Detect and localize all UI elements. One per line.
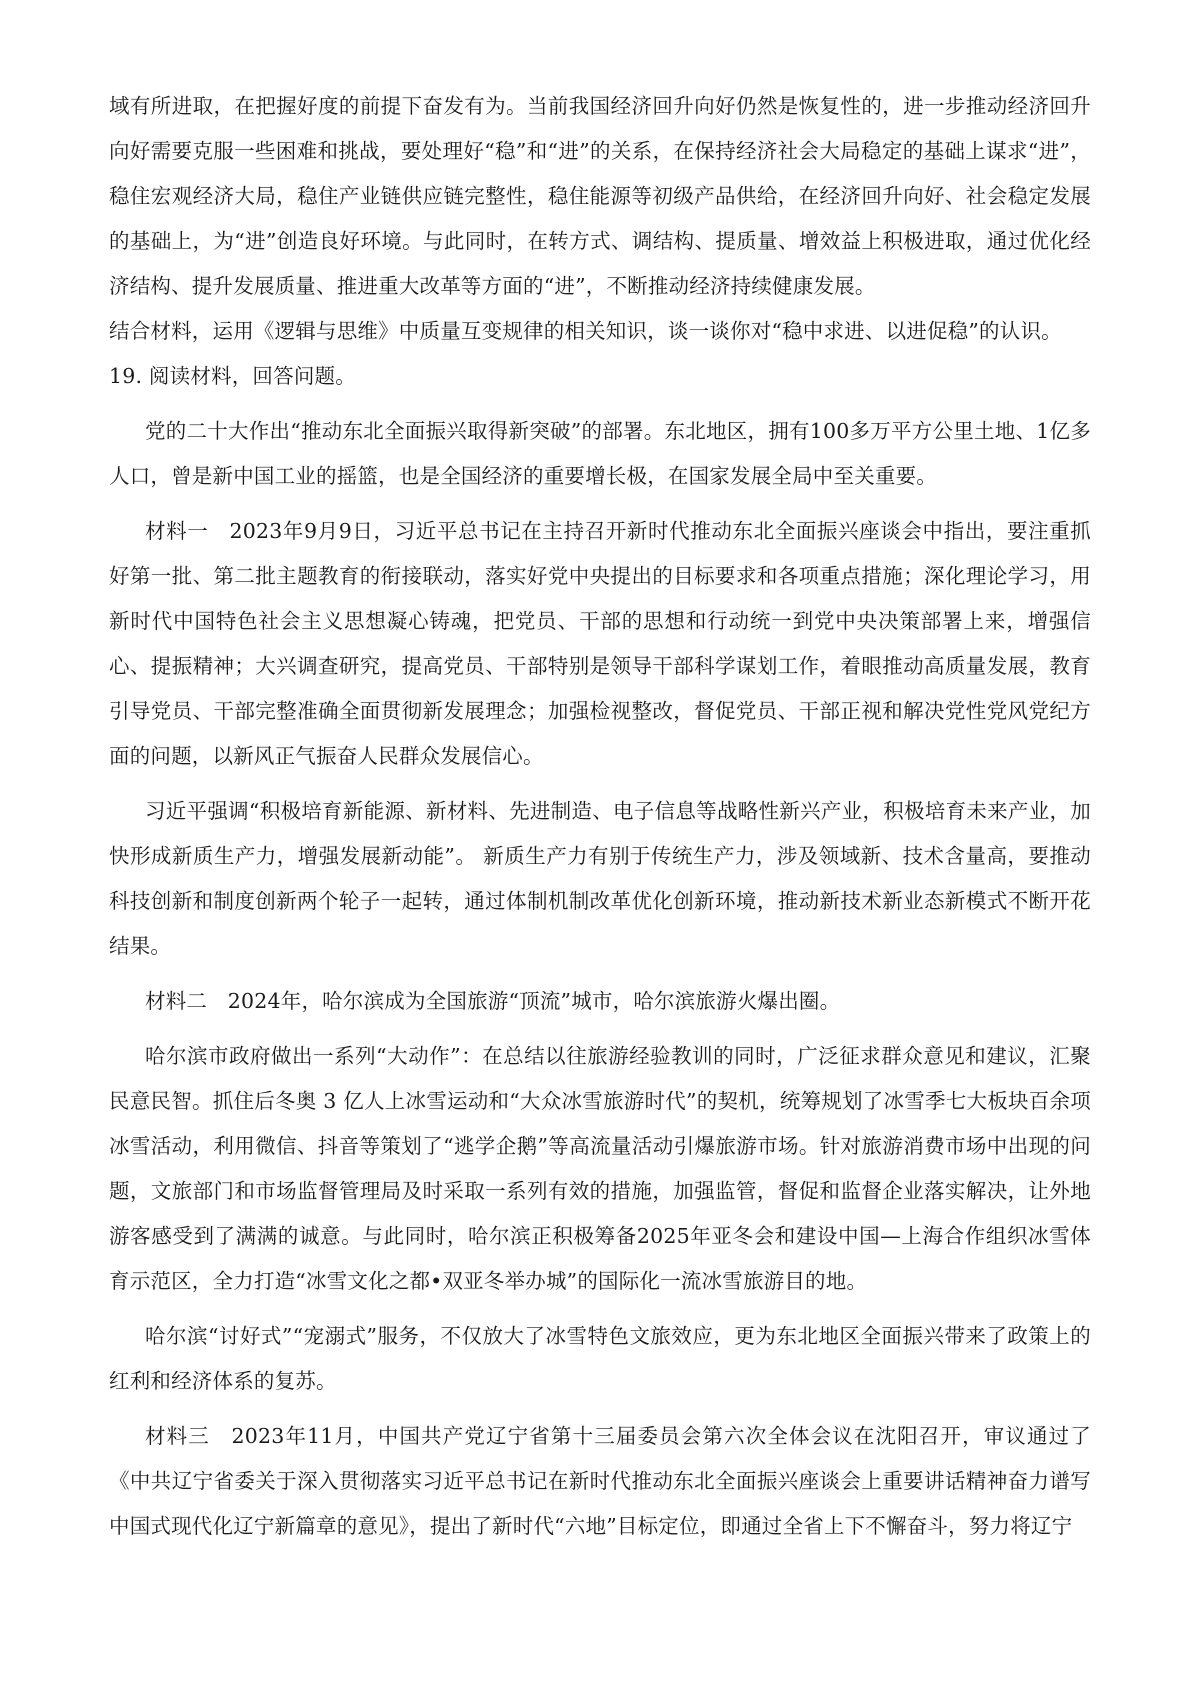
material2-paragraph-1: 材料二 2024年，哈尔滨成为全国旅游“顶流”城市，哈尔滨旅游火爆出圈。 [145,989,841,1013]
material1-paragraph-1: 材料一 2023年9月9日，习近平总书记在主持召开新时代推动东北全面振兴座谈会中指出，要注重抓好第一批、第二批主题教育的衔接联动，落实好党中央提出的目标要求和各项重点措施；深化理论学习，用新时代中国特色社会主义思想凝心铸魂，把党员、干部的思想和行动统一到党中央决策部署上来，增强信心、提振精神；大兴调查研究，提高党员、干部特别是领导干部科学谋划工作，着眼推动高质量发展，教育引导党员、干部完整准确全面贯彻新发展理念；加强检视整改，督促党员、干部正视和解决党性党风党纪方面的问题，以新风正气振奋人民群众发展信心。 [109,519,1091,768]
material2-paragraph-2: 哈尔滨市政府做出一系列“大动作”：在总结以往旅游经验教训的同时，广泛征求群众意见和建议，汇聚民意民智。抓住后冬奥 3 亿人上冰雪运动和“大众冰雪旅游时代”的契机，统筹规划了冰雪季七大板块百余项冰雪活动，利用微信、抖音等策划了“逃学企鹅”等高流量活动引爆旅游市场。针对旅游消费市场中出现的问题，文旅部门和市场监督管理局及时采取一系列有效的措施，加强监管，督促和监督企业落实解决，让外地游客感受到了满满的诚意。与此同时，哈尔滨正积极筹备2025年亚冬会和建设中国—上海合作组织冰雪体育示范区，全力打造“冰雪文化之都•双亚冬举办城”的国际化一流冰雪旅游目的地。 [109,1044,1091,1293]
material2-paragraph-3: 哈尔滨“讨好式”“宠溺式”服务，不仅放大了冰雪特色文旅效应，更为东北地区全面振兴带来了政策上的红利和经济体系的复苏。 [109,1324,1091,1393]
q19-intro: 党的二十大作出“推动东北全面振兴取得新突破”的部署。东北地区，拥有100多万平方公里土地、1亿多人口，曾是新中国工业的摇篮，也是全国经济的重要增长极，在国家发展全局中至关重要。 [109,419,1091,488]
material1-paragraph-2: 习近平强调“积极培育新能源、新材料、先进制造、电子信息等战略性新兴产业，积极培育未来产业，加快形成新质生产力，增强发展新动能”。 新质生产力有别于传统生产力，涉及领域新、技术含量高，要推动科技创新和制度创新两个轮子一起转，通过体制机制改革优化创新环境，推动新技术新业态新模式不断开花结果。 [109,799,1091,958]
material3-paragraph-1: 材料三 2023年11月，中国共产党辽宁省第十三届委员会第六次全体会议在沈阳召开，审议通过了《中共辽宁省委关于深入贯彻落实习近平总书记在新时代推动东北全面振兴座谈会上重要讲话精神奋力谱写中国式现代化辽宁新篇章的意见》，提出了新时代“六地”目标定位，即通过全省上下不懈奋斗，努力将辽宁 [109,1424,1091,1538]
q18-prompt: 结合材料，运用《逻辑与思维》中质量互变规律的相关知识，谈一谈你对“稳中求进、以进促稳”的认识。 [109,319,1062,343]
intro-continuation: 域有所进取，在把握好度的前提下奋发有为。当前我国经济回升向好仍然是恢复性的，进一步推动经济回升向好需要克服一些困难和挑战，要处理好“稳”和“进”的关系，在保持经济社会大局稳定的基础上谋求“进”，稳住宏观经济大局，稳住产业链供应链完整性，稳住能源等初级产品供给，在经济回升向好、社会稳定发展的基础上，为“进”创造良好环境。与此同时，在转方式、调结构、提质量、增效益上积极进取，通过优化经济结构、提升发展质量、推进重大改革等方面的“进”，不断推动经济持续健康发展。 [109,94,1091,298]
q19-header: 19. 阅读材料，回答问题。 [109,364,356,388]
exam-page [109,84,1091,1549]
